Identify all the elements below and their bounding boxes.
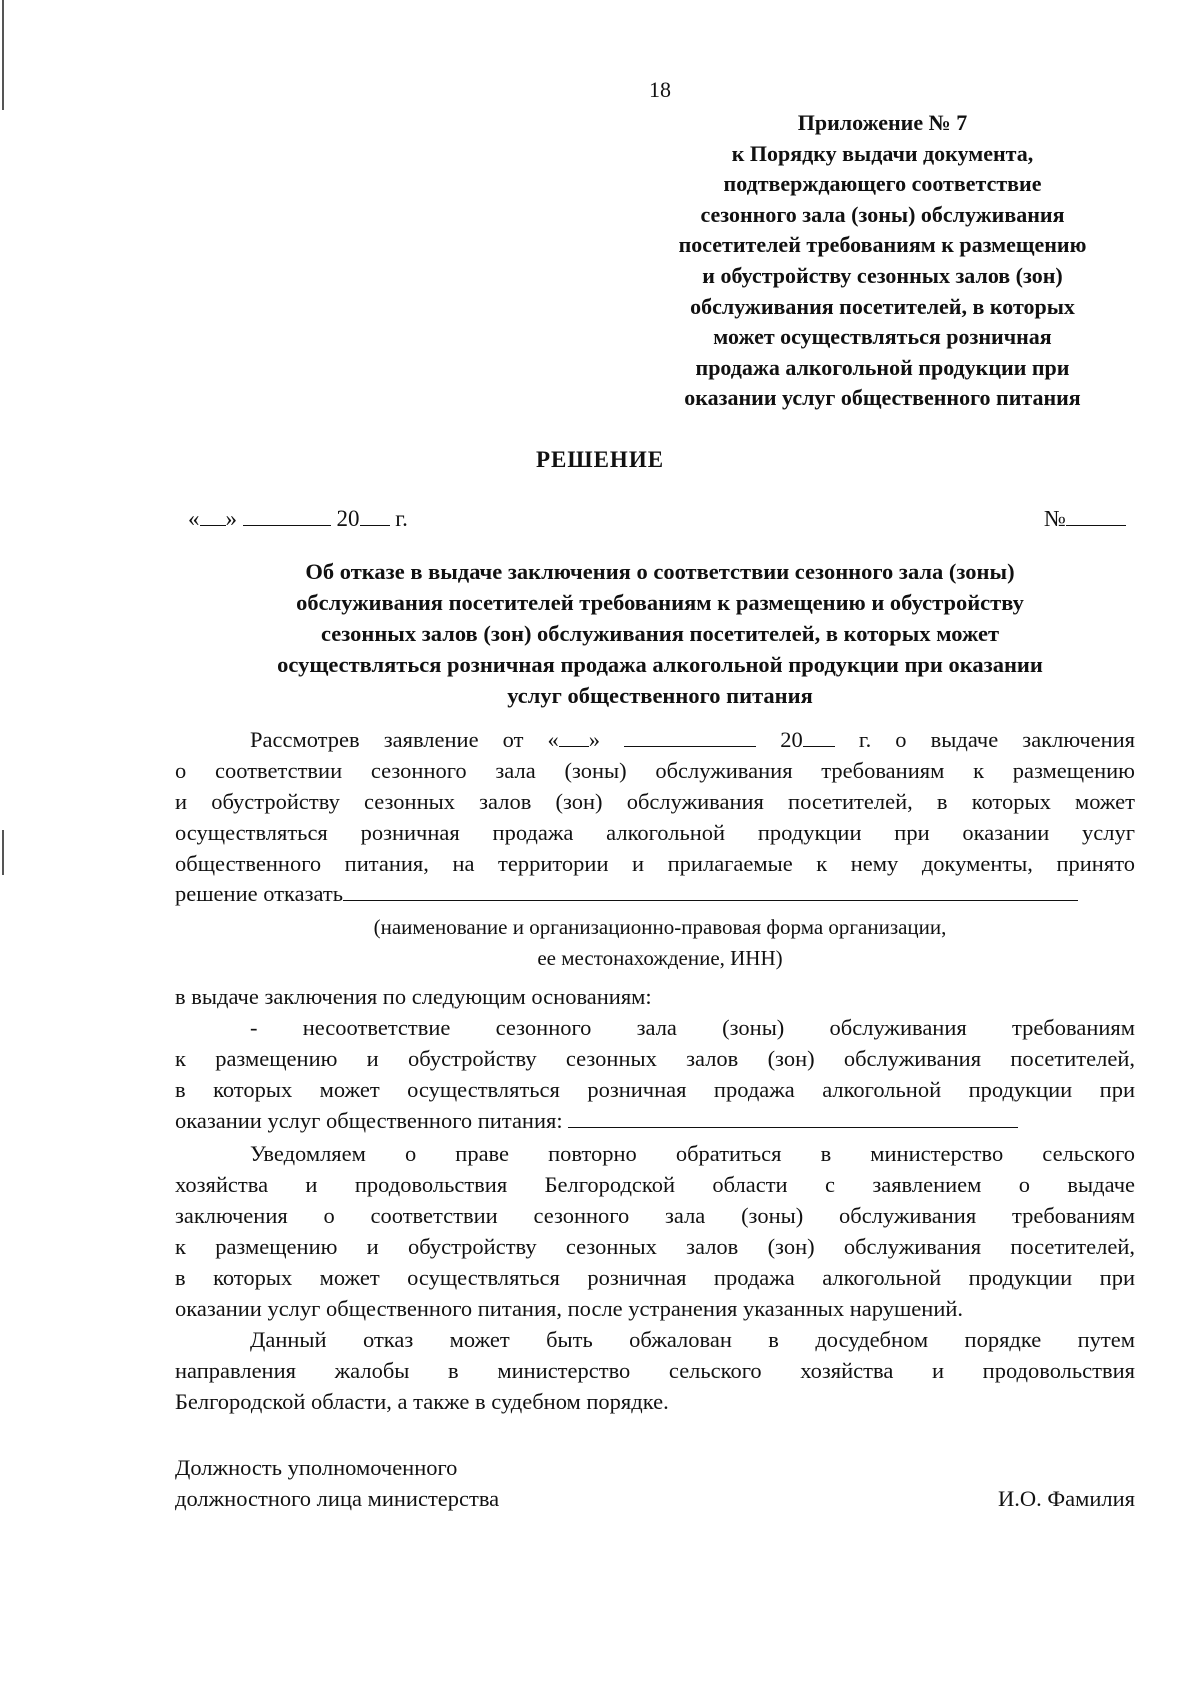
- paragraph-line: Белгородской области, а также в судебном порядке.: [175, 1389, 669, 1414]
- subject-line: осуществляться розничная продажа алкогольной продукции при оказании: [277, 652, 1043, 677]
- caption-line: ее местонахождение, ИНН): [537, 946, 783, 970]
- paragraph-appeal: [175, 1324, 1135, 1417]
- year-prefix: 20: [336, 506, 360, 531]
- paragraph-review: [175, 724, 1135, 879]
- official-name: И.О. Фамилия: [997, 1486, 1135, 1511]
- year-blank: [360, 503, 390, 526]
- paragraph-line: Данный отказ может быть обжалован в досудебном порядке путем: [250, 1327, 1135, 1352]
- appendix-header: [605, 108, 1160, 414]
- document-title: РЕШЕНИЕ: [535, 447, 665, 472]
- decision-subject: [180, 556, 1140, 711]
- paragraph-line: и обустройству сезонных залов (зон) обслуживания посетителей, в которых может: [175, 789, 1135, 814]
- appendix-line: может осуществляться розничная: [713, 324, 1052, 350]
- number-blank: [1066, 503, 1126, 526]
- organization-caption: [180, 912, 1140, 974]
- decision-refuse-line: решение отказать: [175, 878, 1135, 909]
- organization-blank: [343, 878, 1078, 901]
- official-position: [175, 1452, 499, 1514]
- appendix-line: посетителей требованиям к размещению: [678, 232, 1087, 258]
- day-blank: [559, 724, 589, 747]
- paragraph-line: к размещению и обустройству сезонных залов (зон) обслуживания посетителей,: [175, 1234, 1135, 1259]
- appendix-line: Приложение № 7: [797, 110, 968, 135]
- date-number-row: [188, 503, 1126, 533]
- grounds-item-line: в которых может осуществляться розничная продажа алкогольной продукции при: [175, 1077, 1135, 1102]
- grounds-item-line: - несоответствие сезонного зала (зоны) обслуживания требованиям: [250, 1015, 1135, 1040]
- paragraph-line: хозяйства и продовольствия Белгородской области с заявлением о выдаче: [175, 1172, 1135, 1197]
- grounds-item-last: оказании услуг общественного питания:: [175, 1105, 1135, 1136]
- paragraph-notification: [175, 1138, 1135, 1324]
- caption-line: (наименование и организационно-правовая форма организации,: [373, 915, 947, 939]
- subject-line: обслуживания посетителей требованиям к размещению и обустройству: [296, 590, 1024, 615]
- position-line: должностного лица министерства: [175, 1486, 500, 1511]
- month-blank: [243, 503, 331, 526]
- grounds-intro: в выдаче заключения по следующим основаниям:: [175, 984, 652, 1009]
- scan-edge-mark: [2, 830, 4, 875]
- paragraph-line: оказании услуг общественного питания, после устранения указанных нарушений.: [175, 1296, 964, 1321]
- appendix-line: продажа алкогольной продукции при: [695, 354, 1070, 380]
- paragraph-grounds: [175, 981, 1135, 1136]
- appendix-line: обслуживания посетителей, в которых: [690, 293, 1075, 319]
- subject-line: услуг общественного питания: [507, 683, 813, 708]
- decision-date: [188, 503, 408, 532]
- grounds-item-line: к размещению и обустройству сезонных залов (зон) обслуживания посетителей,: [175, 1046, 1135, 1071]
- year-blank: [803, 724, 835, 747]
- appendix-line: подтверждающего соответствие: [723, 171, 1042, 197]
- number-sign: №: [1044, 506, 1066, 531]
- paragraph-line: в которых может осуществляться розничная продажа алкогольной продукции при: [175, 1265, 1135, 1290]
- paragraph-line: направления жалобы в министерство сельского хозяйства и продовольствия: [175, 1358, 1135, 1383]
- appendix-line: к Порядку выдачи документа,: [731, 140, 1034, 166]
- open-quote: «: [188, 506, 200, 531]
- appendix-line: сезонного зала (зоны) обслуживания: [700, 201, 1065, 227]
- page-number: 18: [649, 77, 671, 102]
- paragraph-line: общественного питания, на территории и прилагаемые к нему документы, принято: [175, 851, 1135, 876]
- review-line-with-blanks: Рассмотрев заявление от « » 20 г. о выдаче заключения: [175, 724, 1135, 755]
- paragraph-line: заключения о соответствии сезонного зала (зоны) обслуживания требованиям: [175, 1203, 1135, 1228]
- day-blank: [200, 503, 226, 526]
- paragraph-line: о соответствии сезонного зала (зоны) обслуживания требованиям к размещению: [175, 758, 1135, 783]
- month-blank: [624, 724, 756, 747]
- decision-number: [1044, 503, 1126, 532]
- subject-line: Об отказе в выдаче заключения о соответствии сезонного зала (зоны): [305, 559, 1015, 584]
- subject-line: сезонных залов (зон) обслуживания посетителей, в которых может: [320, 621, 1000, 646]
- year-suffix: г.: [395, 506, 408, 531]
- appendix-line: оказании услуг общественного питания: [684, 385, 1081, 411]
- appendix-line: и обустройству сезонных залов (зон): [702, 262, 1063, 288]
- position-line: Должность уполномоченного: [175, 1455, 458, 1480]
- scan-edge-mark: [2, 0, 4, 110]
- paragraph-line: Уведомляем о праве повторно обратиться в министерство сельского: [250, 1141, 1135, 1166]
- grounds-blank: [568, 1105, 1018, 1128]
- close-quote: »: [225, 506, 237, 531]
- paragraph-line: осуществляться розничная продажа алкогольной продукции при оказании услуг: [175, 820, 1135, 845]
